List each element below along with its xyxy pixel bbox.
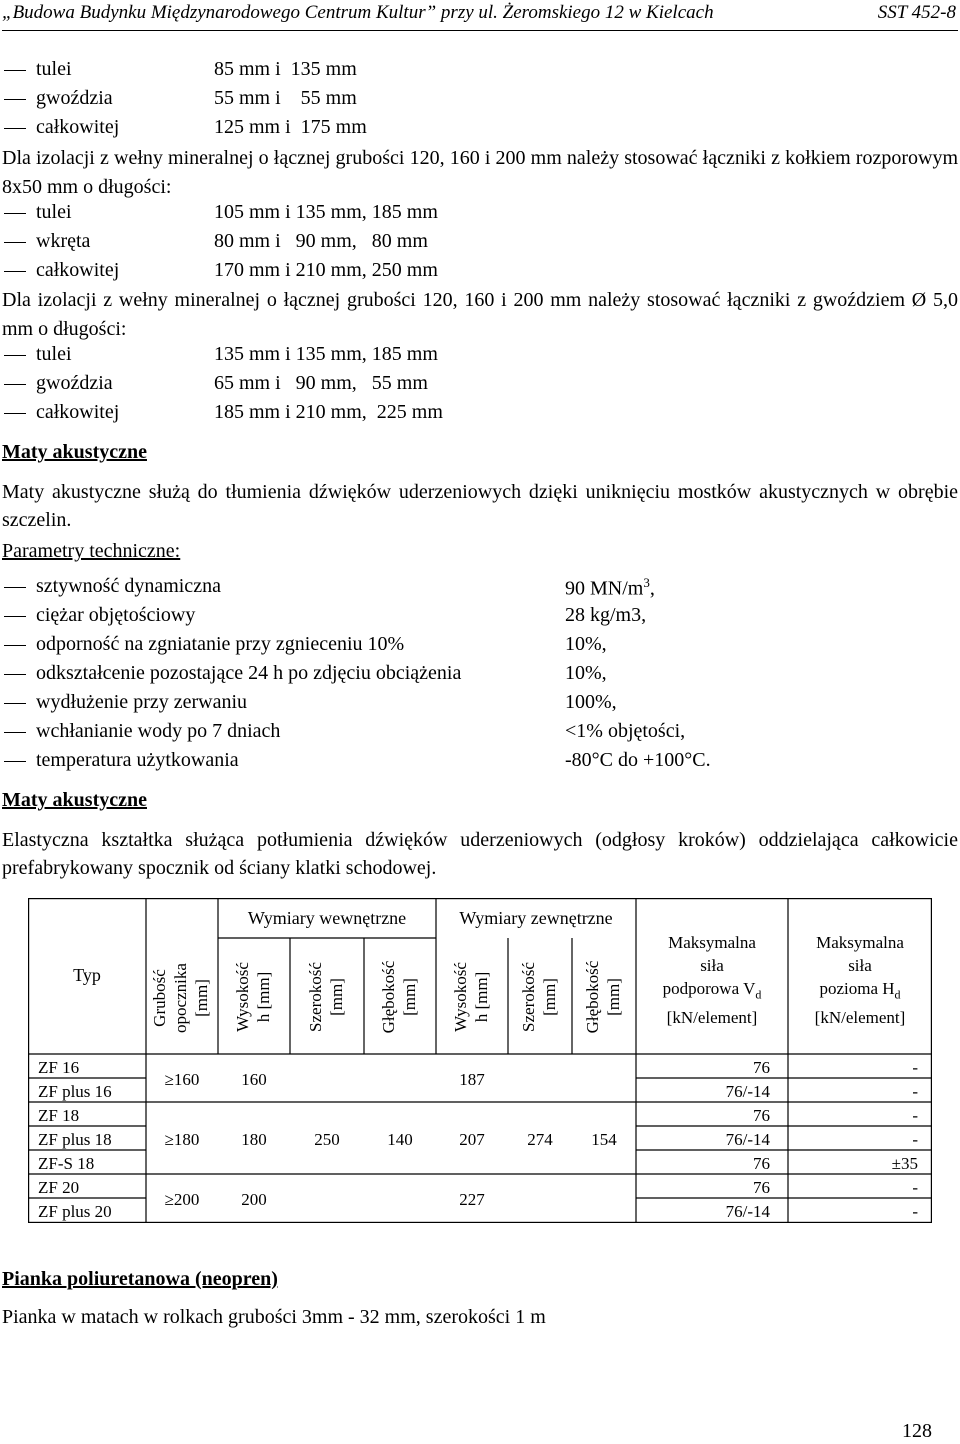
dash-bullet [4, 616, 26, 617]
header-line: [mm] [604, 978, 623, 1016]
header-wysokosc-zewn [450, 942, 494, 1052]
item-value: 85 mm i 135 mm [214, 58, 357, 80]
section-heading: Pianka poliuretanowa (neopren) [2, 1268, 278, 1290]
param-label: sztywność dynamiczna [36, 575, 221, 597]
dash-bullet [4, 242, 26, 243]
table-cell-vd: 76/-14 [725, 1082, 770, 1101]
table-cell-grubosc: ≥160 [164, 1070, 200, 1089]
table-cell-grubosc: ≥200 [164, 1190, 200, 1209]
item-label: gwoździa [36, 87, 113, 109]
dash-bullet [4, 213, 26, 214]
paragraph-ksztaltka: Elastyczna kształtka służąca potłumienia dźwięków uderzeniowych (odgłosy kroków) oddzielająca całkowicie prefabrykowany spocznik od ściany klatki schodowej. [2, 829, 958, 879]
table-cell-hd: - [912, 1130, 918, 1149]
header-line: podporowa $V_d$ [662, 979, 762, 1002]
item-value: 105 mm i 135 mm, 185 mm [214, 201, 438, 223]
page-number: 128 [902, 1420, 932, 1442]
item-label: całkowitej [36, 401, 120, 423]
dash-bullet [4, 70, 26, 71]
header-line: [kN/element] [666, 1008, 758, 1028]
table-cell-typ: ZF 18 [38, 1106, 80, 1125]
header-line: Szerokość [306, 962, 325, 1032]
header-spec-code: SST 452-8 [877, 2, 956, 23]
table-cell-vd: 76 [753, 1058, 770, 1077]
header-line: opocznika [171, 963, 190, 1033]
header-typ: Typ [73, 965, 101, 985]
table-cell-typ: ZF plus 18 [38, 1130, 112, 1149]
table-cell-typ: ZF 20 [38, 1178, 80, 1197]
header-line: Maksymalna [668, 933, 756, 952]
header-glebokosc-zewn [582, 942, 626, 1052]
header-sila-podporowa [636, 931, 788, 1029]
list-item [0, 201, 960, 225]
paragraph-pianka: Pianka w matach w rolkach grubości 3mm - 32 mm, szerokości 1 m [2, 1306, 546, 1328]
header-grubosc [149, 928, 215, 1068]
header-line: pozioma $H_d$ [819, 979, 901, 1002]
list-item [0, 343, 960, 367]
header-line: [kN/element] [814, 1008, 906, 1028]
item-value: 55 mm i 55 mm [214, 87, 357, 109]
header-wymiary-zewnetrzne: Wymiary zewnętrzne [459, 908, 613, 928]
list-item [0, 259, 960, 283]
item-label: tulei [36, 343, 72, 365]
table-cell-typ: ZF plus 20 [38, 1202, 112, 1221]
spec-table [28, 898, 932, 1223]
item-value: 135 mm i 135 mm, 185 mm [214, 343, 438, 365]
table-cell-glebokosc-zewn: 154 [591, 1130, 617, 1149]
dash-bullet [4, 384, 26, 385]
dash-bullet [4, 674, 26, 675]
item-label: tulei [36, 58, 72, 80]
table-cell-hd: - [912, 1058, 918, 1077]
table-cell-vd: 76 [753, 1178, 770, 1197]
item-value: 170 mm i 210 mm, 250 mm [214, 259, 438, 281]
table-cell-wysokosc-zewn: 227 [459, 1190, 485, 1209]
header-line: siła [700, 956, 724, 975]
dash-bullet [4, 703, 26, 704]
table-cell-hd: ±35 [891, 1154, 918, 1173]
table-cell-glebokosc-wewn: 140 [387, 1130, 413, 1149]
table-cell-wysokosc-wewn: 180 [241, 1130, 267, 1149]
param-label: wydłużenie przy zerwaniu [36, 691, 248, 713]
paragraph-kolek: Dla izolacji z wełny mineralnej o łącznej grubości 120, 160 i 200 mm należy stosować łączniki z kołkiem rozporowym 8x50 mm o długości: [2, 147, 958, 198]
table-cell-hd: - [912, 1178, 918, 1197]
param-label: odporność na zgniatanie przy zgnieceniu 10% [36, 633, 405, 655]
header-line: Głębokość [379, 960, 398, 1034]
section-heading: Maty akustyczne [2, 789, 147, 811]
item-label: całkowitej [36, 116, 120, 138]
header-line: [mm] [400, 978, 419, 1016]
header-line: [mm] [192, 979, 211, 1017]
header-line: siła [848, 956, 872, 975]
table-cell-wysokosc-zewn: 187 [459, 1070, 485, 1089]
table-cell-wysokosc-wewn: 160 [241, 1070, 267, 1089]
table-cell-szerokosc-wewn: 250 [314, 1130, 340, 1149]
table-cell-hd: - [912, 1106, 918, 1125]
param-value: -80°C do +100°C. [565, 749, 711, 771]
param-item [0, 633, 960, 657]
item-value: 80 mm i 90 mm, 80 mm [214, 230, 428, 252]
item-label: wkręta [36, 230, 91, 252]
param-label: ciężar objętościowy [36, 604, 196, 626]
list-item [0, 87, 960, 111]
header-szerokosc-zewn [518, 942, 562, 1052]
table-cell-vd: 76 [753, 1154, 770, 1173]
item-label: całkowitej [36, 259, 120, 281]
dash-bullet [4, 99, 26, 100]
table-cell-wysokosc-zewn: 207 [459, 1130, 485, 1149]
table-cell-szerokosc-zewn: 274 [527, 1130, 553, 1149]
page-header [2, 2, 958, 28]
paragraph-gwozdz: Dla izolacji z wełny mineralnej o łącznej grubości 120, 160 i 200 mm należy stosować łączniki z gwoździem Ø 5,0 mm o długości: [2, 289, 958, 340]
param-value: 10%, [565, 662, 607, 684]
param-item [0, 662, 960, 686]
param-item [0, 720, 960, 744]
section-heading: Maty akustyczne [2, 441, 147, 463]
header-wysokosc-wewn [232, 942, 276, 1052]
header-szerokosc-wewn [305, 942, 349, 1052]
item-value: 65 mm i 90 mm, 55 mm [214, 372, 428, 394]
header-line: Wysokość [451, 962, 470, 1032]
table-cell-typ: ZF plus 16 [38, 1082, 112, 1101]
list-item [0, 372, 960, 396]
item-label: gwoździa [36, 372, 113, 394]
header-line: Głębokość [583, 960, 602, 1034]
header-line: [mm] [540, 978, 559, 1016]
header-line: Maksymalna [816, 933, 904, 952]
table-cell-grubosc: ≥180 [164, 1130, 200, 1149]
dash-bullet [4, 128, 26, 129]
header-wymiary-wewnetrzne: Wymiary wewnętrzne [247, 908, 407, 928]
dash-bullet [4, 271, 26, 272]
param-value: 90 $MN/m^3$, [565, 575, 655, 600]
dash-bullet [4, 645, 26, 646]
header-line: h [mm] [472, 971, 491, 1023]
param-label: wchłanianie wody po 7 dniach [36, 720, 281, 742]
header-glebokosc-wewn [378, 942, 422, 1052]
param-item [0, 575, 960, 599]
param-label: odkształcenie pozostające 24 h po zdjęciu obciążenia [36, 662, 462, 684]
paragraph-maty: Maty akustyczne służą do tłumienia dźwięków uderzeniowych dzięki uniknięciu mostków akustycznych w obrębie szczelin. [2, 481, 958, 531]
param-item [0, 604, 960, 628]
header-line: Grubość [150, 969, 169, 1027]
dash-bullet [4, 413, 26, 414]
param-item [0, 749, 960, 773]
param-value: 10%, [565, 633, 607, 655]
list-item [0, 116, 960, 140]
dash-bullet [4, 355, 26, 356]
param-value: 100%, [565, 691, 617, 713]
param-value: 28 kg/m3, [565, 604, 647, 626]
dash-bullet [4, 732, 26, 733]
param-label: temperatura użytkowania [36, 749, 239, 771]
table-cell-typ: ZF 16 [38, 1058, 80, 1077]
table-cell-vd: 76 [753, 1106, 770, 1125]
header-line: Szerokość [519, 962, 538, 1032]
param-value: <1% objętości, [565, 720, 686, 742]
header-title: „Budowa Budynku Międzynarodowego Centrum Kultur” przy ul. Żeromskiego 12 w Kielcach [2, 2, 714, 23]
table-cell-hd: - [912, 1202, 918, 1221]
table-cell-vd: 76/-14 [725, 1130, 770, 1149]
list-item [0, 230, 960, 254]
param-item [0, 691, 960, 715]
dash-bullet [4, 587, 26, 588]
table-cell-vd: 76/-14 [725, 1202, 770, 1221]
header-rule [2, 30, 958, 31]
header-line: Wysokość [233, 962, 252, 1032]
list-item [0, 58, 960, 82]
header-line: [mm] [327, 978, 346, 1016]
header-sila-pozioma [788, 931, 932, 1029]
list-item [0, 401, 960, 425]
params-title: Parametry techniczne: [2, 540, 181, 562]
item-label: tulei [36, 201, 72, 223]
table-cell-typ: ZF-S 18 [38, 1154, 95, 1173]
table-cell-wysokosc-wewn: 200 [241, 1190, 267, 1209]
table-cell-hd: - [912, 1082, 918, 1101]
item-value: 185 mm i 210 mm, 225 mm [214, 401, 443, 423]
dash-bullet [4, 761, 26, 762]
header-line: h [mm] [254, 971, 273, 1023]
item-value: 125 mm i 175 mm [214, 116, 367, 138]
